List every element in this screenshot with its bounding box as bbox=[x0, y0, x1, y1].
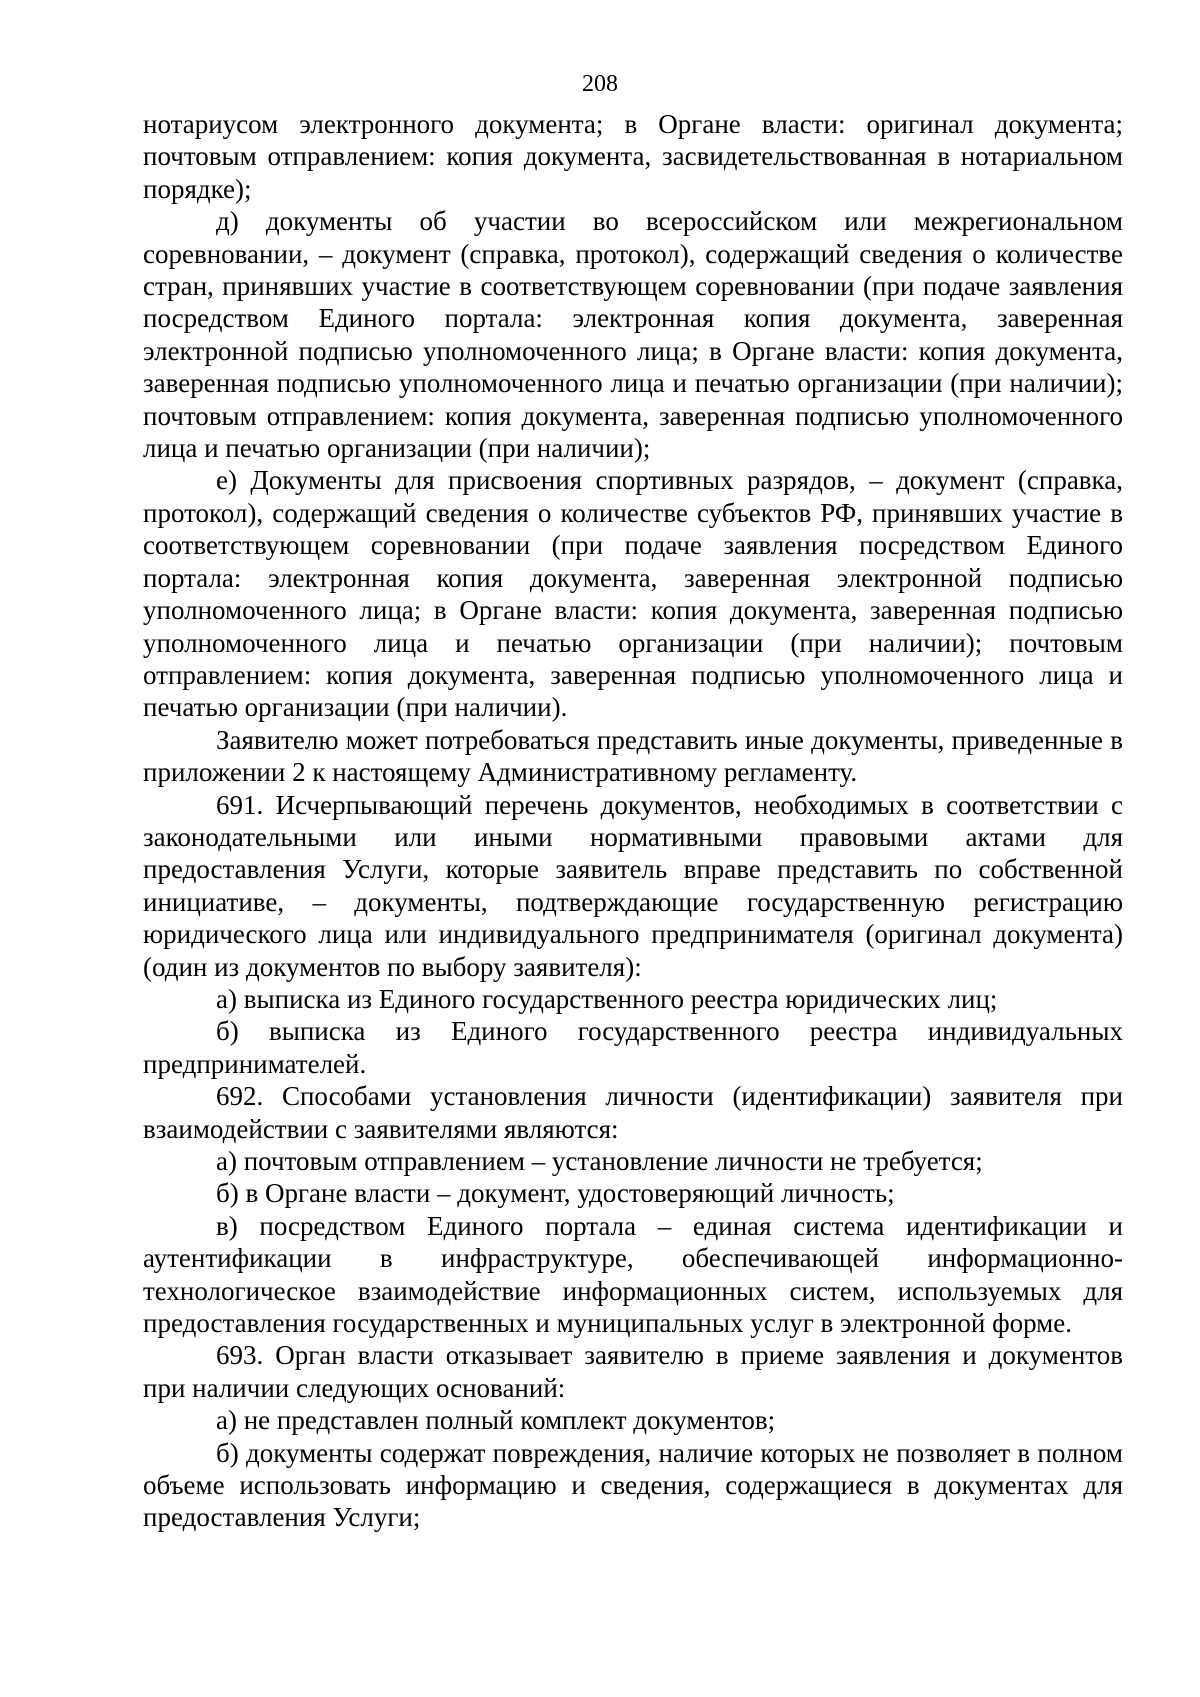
paragraph-691-b: б) выписка из Единого государственного реестра индивидуальных предпринимателей. bbox=[143, 1016, 1123, 1079]
page-number: 208 bbox=[582, 71, 618, 97]
paragraph-item-e: е) Документы для присвоения спортивных разрядов, – документ (справка, протокол), содержащий сведения о количестве субъектов РФ, принявших участие в соответствующем соревновании (при подаче заявления посредством Единого портала: электронная копия документа, заверенная электронной подписью уполномоченного лица; в Органе власти: копия документа, заверенная подписью уполномоченного лица и печатью организации (при наличии); почтовым отправлением: копия документа, заверенная подписью уполномоченного лица и печатью организации (при наличии). bbox=[143, 465, 1123, 723]
paragraph-item-d: д) документы об участии во всероссийском или межрегиональном соревновании, – документ (справка, протокол), содержащий сведения о количестве стран, принявших участие в соответствующем соревновании (при подаче заявления посредством Единого портала: электронная копия документа, заверенная электронной подписью уполномоченного лица; в Органе власти: копия документа, заверенная подписью уполномоченного лица и печатью организации (при наличии); почтовым отправлением: копия документа, заверенная подписью уполномоченного лица и печатью организации (при наличии); bbox=[143, 206, 1123, 464]
paragraph-692-a: а) почтовым отправлением – установление личности не требуется; bbox=[216, 1146, 983, 1176]
paragraph-693: 693. Орган власти отказывает заявителю в приеме заявления и документов при наличии следующих оснований: bbox=[143, 1340, 1123, 1403]
paragraph-692-b: б) в Органе власти – документ, удостоверяющий личность; bbox=[216, 1178, 895, 1209]
paragraph-692: 692. Способами установления личности (идентификации) заявителя при взаимодействии с заявителями являются: bbox=[143, 1081, 1123, 1144]
paragraph-691: 691. Исчерпывающий перечень документов, необходимых в соответствии с законодательными или иными нормативными правовыми актами для предоставления Услуги, которые заявитель вправе представить по собственной инициативе, – документы, подтверждающие государственную регистрацию юридического лица или индивидуального предпринимателя (оригинал документа) (один из документов по выбору заявителя): bbox=[143, 789, 1123, 982]
paragraph-693-b: б) документы содержат повреждения, наличие которых не позволяет в полном объеме использовать информацию и сведения, содержащиеся в документах для предоставления Услуги; bbox=[143, 1437, 1123, 1533]
paragraph-691-a: а) выписка из Единого государственного реестра юридических лиц; bbox=[216, 983, 998, 1014]
paragraph-692-v: в) посредством Единого портала – единая система идентификации и аутентификации в инфраструктуре, обеспечивающей информационно-технологическое взаимодействие информационных систем, используемых для предоставления государственных и муниципальных услуг в электронной форме. bbox=[143, 1210, 1123, 1339]
paragraph-continuation: нотариусом электронного документа; в Органе власти: оригинал документа; почтовым отправлением: копия документа, засвидетельствованная в нотариальном порядке); bbox=[143, 109, 1123, 204]
paragraph-693-a: а) не представлен полный комплект документов; bbox=[216, 1405, 776, 1436]
paragraph-other-documents: Заявителю может потребоваться представить иные документы, приведенные в приложении 2 к настоящему Административному регламенту. bbox=[143, 724, 1123, 788]
document-body bbox=[143, 108, 1123, 1534]
